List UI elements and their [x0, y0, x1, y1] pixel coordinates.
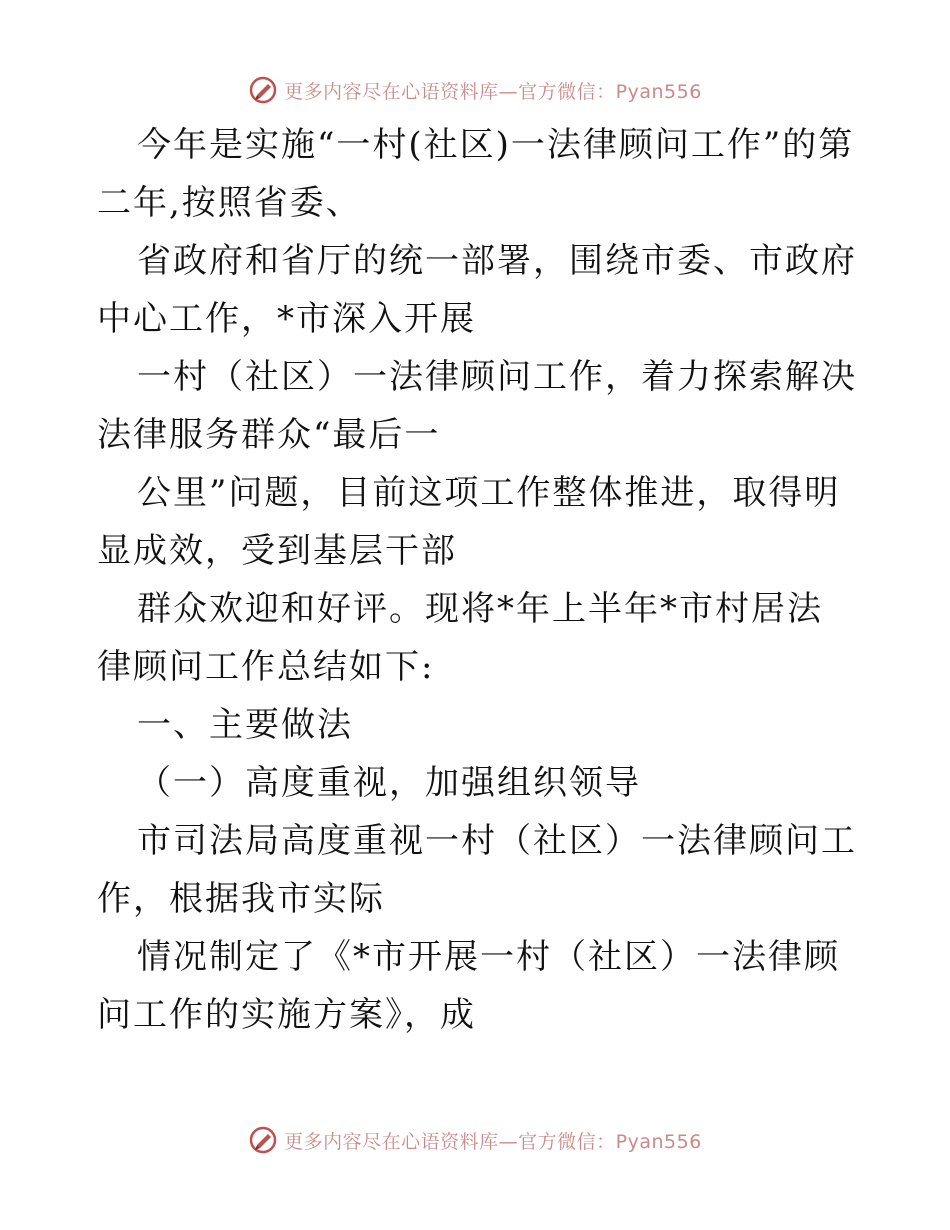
- section-heading: 一、主要做法: [137, 705, 353, 745]
- paragraph: 群众欢迎和好评。现将*年上半年*市村居法律顾问工作总结如下:: [97, 589, 823, 687]
- header-watermark: [0, 70, 950, 110]
- paragraph: 今年是实施“一村(社区)一法律顾问工作”的第二年,按照省委、: [97, 125, 855, 223]
- paragraph: 省政府和省厅的统一部署，围绕市委、市政府中心工作，*市深入开展: [97, 241, 857, 339]
- brush-logo-icon: [248, 1125, 278, 1155]
- brush-logo-icon: [248, 75, 278, 105]
- paragraph: 市司法局高度重视一村（社区）一法律顾问工作，根据我市实际: [97, 821, 857, 919]
- footer-watermark: [0, 1120, 950, 1160]
- paragraph: 公里”问题，目前这项工作整体推进，取得明显成效，受到基层干部: [97, 473, 841, 571]
- subsection-heading: （一）高度重视，加强组织领导: [137, 763, 641, 803]
- document-body: [97, 116, 857, 1044]
- watermark-text: 更多内容尽在心语资料库—官方微信：Pyan556: [284, 1130, 702, 1153]
- paragraph: 一村（社区）一法律顾问工作，着力探索解决法律服务群众“最后一: [97, 357, 857, 455]
- watermark-text: 更多内容尽在心语资料库—官方微信：Pyan556: [284, 80, 702, 103]
- paragraph: 情况制定了《*市开展一村（社区）一法律顾问工作的实施方案》，成: [97, 937, 840, 1035]
